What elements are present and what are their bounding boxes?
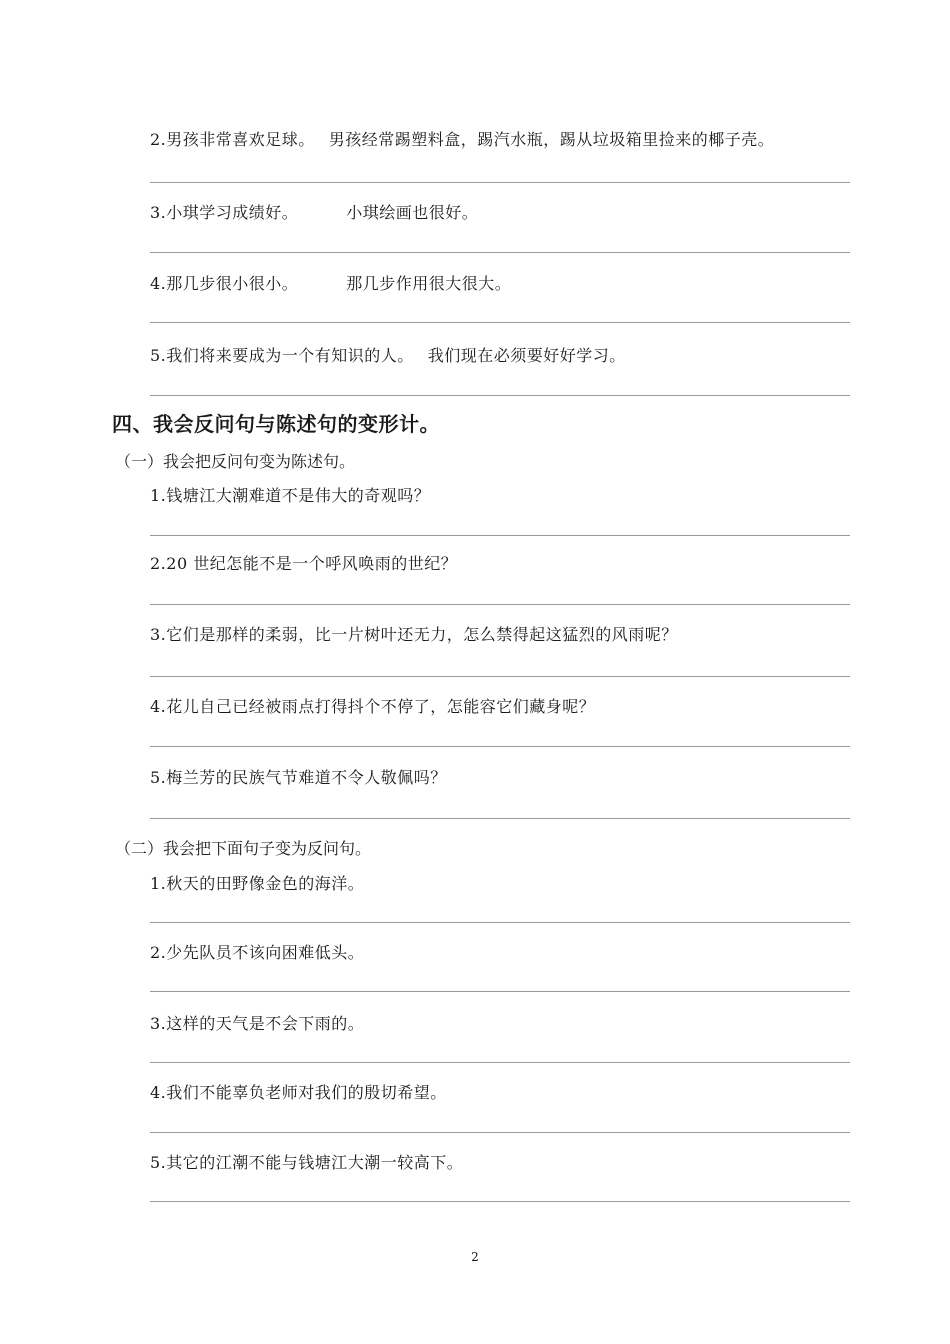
question-item: 2.少先队员不该向困难低头。 — [150, 943, 365, 962]
answer-line[interactable] — [150, 395, 850, 396]
section-heading: 四、我会反问句与陈述句的变形计。 — [112, 412, 440, 436]
question-item: 3.它们是那样的柔弱，比一片树叶还无力，怎么禁得起这猛烈的风雨呢？ — [150, 625, 678, 644]
question-item: 2.20 世纪怎能不是一个呼风唤雨的世纪？ — [150, 554, 458, 573]
answer-line[interactable] — [150, 991, 850, 992]
question-item: 1.钱塘江大潮难道不是伟大的奇观吗？ — [150, 486, 431, 505]
combine-question-4 — [150, 271, 511, 294]
answer-line[interactable] — [150, 1062, 850, 1063]
page-number: 2 — [471, 1250, 479, 1264]
part-title: （二）我会把下面句子变为反问句。 — [115, 839, 372, 858]
answer-line[interactable] — [150, 1132, 850, 1133]
answer-line[interactable] — [150, 604, 850, 605]
sentence-b: 男孩经常踢塑料盒，踢汽水瓶，踢从垃圾箱里捡来的椰子壳。 — [328, 130, 775, 149]
sentence-a: 4.那几步很小很小。 — [150, 274, 299, 293]
question-item: 3.这样的天气是不会下雨的。 — [150, 1014, 365, 1033]
question-item: 4.我们不能辜负老师对我们的殷切希望。 — [150, 1083, 447, 1102]
combine-question-5 — [150, 343, 626, 366]
answer-line[interactable] — [150, 252, 850, 253]
sentence-b: 我们现在必须要好好学习。 — [427, 346, 626, 365]
part-title: （一）我会把反问句变为陈述句。 — [115, 452, 356, 471]
question-item: 5.梅兰芳的民族气节难道不令人敬佩吗？ — [150, 768, 447, 787]
answer-line[interactable] — [150, 922, 850, 923]
combine-question-3 — [150, 200, 478, 223]
question-item: 4.花儿自己已经被雨点打得抖个不停了，怎能容它们藏身呢？ — [150, 697, 596, 716]
question-item: 1.秋天的田野像金色的海洋。 — [150, 874, 365, 893]
sentence-a: 2.男孩非常喜欢足球。 — [150, 130, 315, 149]
answer-line[interactable] — [150, 676, 850, 677]
answer-line[interactable] — [150, 746, 850, 747]
question-item: 5.其它的江潮不能与钱塘江大潮一较高下。 — [150, 1153, 464, 1172]
answer-line[interactable] — [150, 182, 850, 183]
answer-line[interactable] — [150, 818, 850, 819]
combine-question-2 — [150, 127, 774, 150]
answer-line[interactable] — [150, 322, 850, 323]
sentence-b: 小琪绘画也很好。 — [346, 203, 479, 222]
answer-line[interactable] — [150, 535, 850, 536]
sentence-a: 3.小琪学习成绩好。 — [150, 203, 299, 222]
answer-line[interactable] — [150, 1201, 850, 1202]
sentence-b: 那几步作用很大很大。 — [346, 274, 512, 293]
sentence-a: 5.我们将来要成为一个有知识的人。 — [150, 346, 414, 365]
